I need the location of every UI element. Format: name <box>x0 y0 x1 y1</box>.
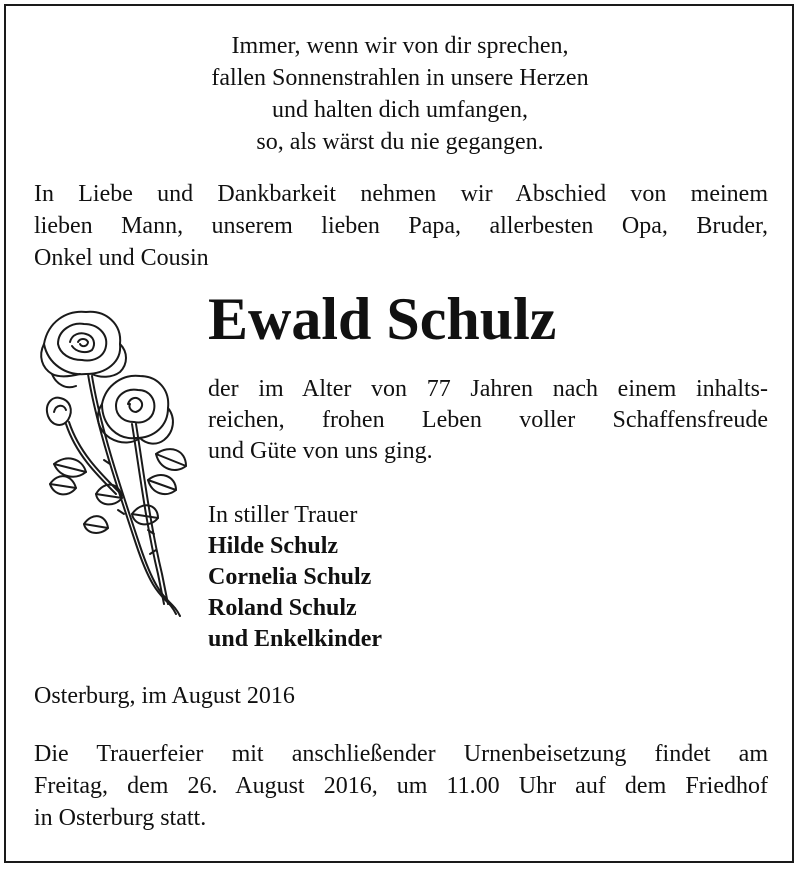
service-line: Die Trauerfeier mit anschließender Urnenbeisetzung findet am <box>34 741 768 767</box>
mourners-heading: In stiller Trauer <box>208 502 358 528</box>
poem-line: so, als wärst du nie gegangen. <box>256 129 544 155</box>
roses-illustration-icon <box>36 304 196 624</box>
service-line: in Osterburg statt. <box>34 805 207 831</box>
funeral-service-info <box>34 738 768 834</box>
poem-line: Immer, wenn wir von dir sprechen, <box>231 33 569 59</box>
mourner-name: Cornelia Schulz <box>208 564 372 590</box>
place-and-date: Osterburg, im August 2016 <box>34 683 295 709</box>
mourners-block <box>208 500 382 655</box>
life-description <box>208 374 768 467</box>
mourner-name: Hilde Schulz <box>208 533 339 559</box>
mourner-name: und Enkelkinder <box>208 626 383 652</box>
memorial-poem <box>0 30 800 158</box>
description-line: der im Alter von 77 Jahren nach einem inhalts- <box>208 376 768 402</box>
farewell-intro <box>34 178 768 274</box>
intro-line: lieben Mann, unserem lieben Papa, allerbesten Opa, Bruder, <box>34 213 768 239</box>
deceased-name: Ewald Schulz <box>208 286 557 352</box>
poem-line: fallen Sonnenstrahlen in unsere Herzen <box>211 65 589 91</box>
description-line: und Güte von uns ging. <box>208 438 433 464</box>
description-line: reichen, frohen Leben voller Schaffensfreude <box>208 407 768 433</box>
service-line: Freitag, dem 26. August 2016, um 11.00 Uhr auf dem Friedhof <box>34 773 768 799</box>
mourner-name: Roland Schulz <box>208 595 357 621</box>
poem-line: und halten dich umfangen, <box>272 97 528 123</box>
intro-line: Onkel und Cousin <box>34 245 209 271</box>
intro-line: In Liebe und Dankbarkeit nehmen wir Abschied von meinem <box>34 181 768 207</box>
